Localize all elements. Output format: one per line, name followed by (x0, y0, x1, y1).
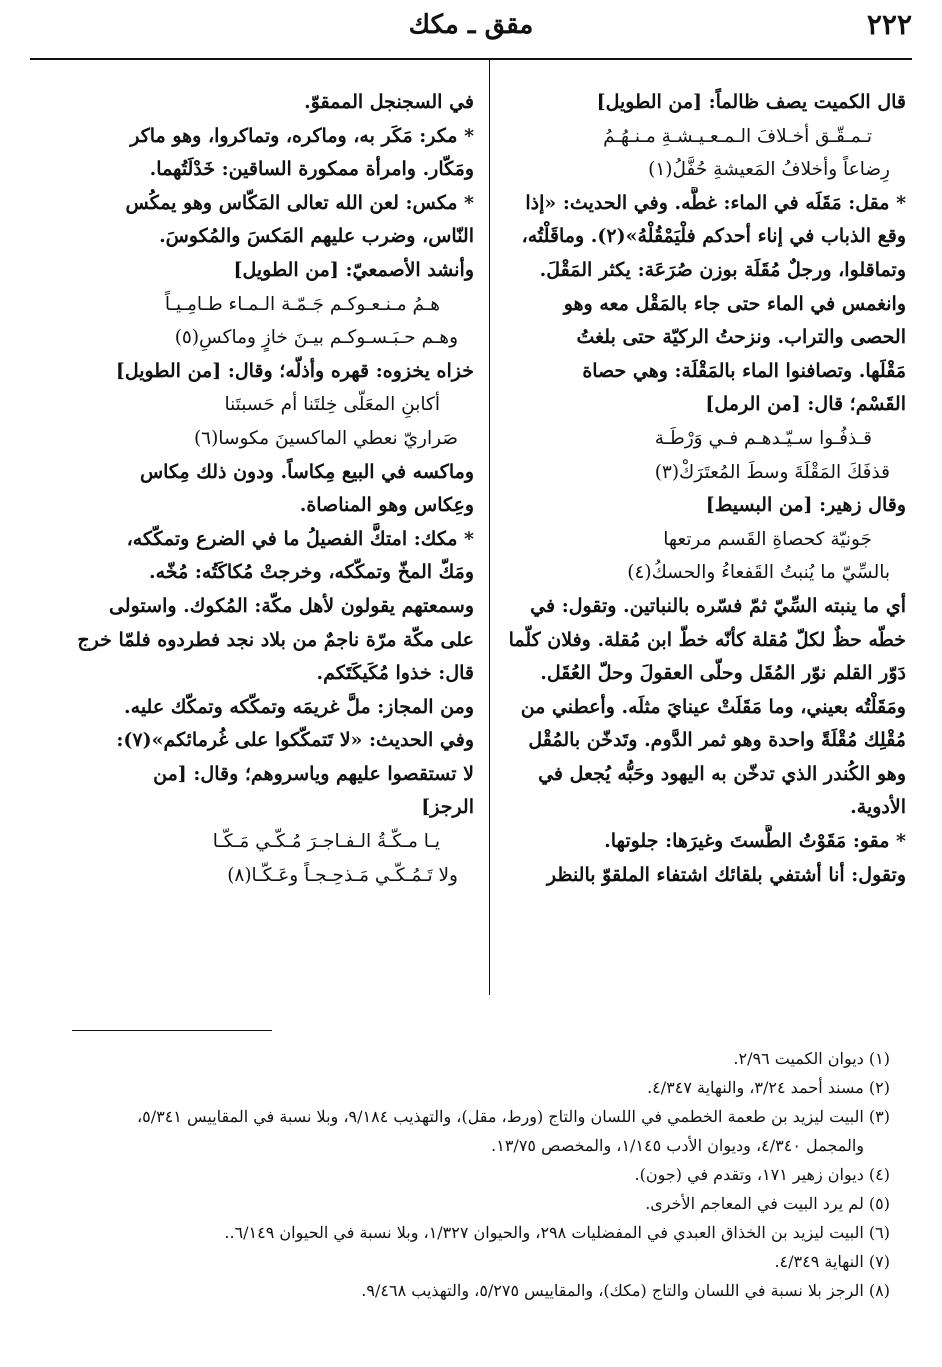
text-line: وتماقلوا، ورجلٌ مُقَلَة بوزن صُرَعَة: يكثر المَقْلَ. (539, 258, 906, 281)
footnote: والمجمل ٤/٣٤٠، وديوان الأدب ١/١٤٥، والمخصص ١٣/٧٥. (491, 1136, 864, 1155)
text-line: قال الكميت يصف ظالماً: [من الطويل] (596, 91, 906, 113)
text-line: ومَكّ المخّ وتمكّكه، وخرجتْ مُكاكَتُه: مُخّه. (149, 561, 474, 584)
text-line: وقال زهير: [من البسيط] (705, 494, 906, 517)
text-line: على مكّة مرّة ناجمٌ من بلاد نجد فطردوه فلمّا خرج (77, 628, 474, 651)
text-line: قـذفُـوا سـيّـدهـم فـي وَرْطَـة (654, 427, 872, 449)
text-line: ومن المجاز: ملَّ غريمَه وتمكّكه وتمكّك عليه. (124, 695, 474, 718)
footnote: (٨) الرجز بلا نسبة في اللسان والتاج (مكك)، والمقاييس ٥/٢٧٥، والتهذيب ٩/٤٦٨. (361, 1281, 890, 1300)
text-line: مُقْلِك مُقْلَةً واحدة وهو ثمر الدَّوم. وتَدخّن بالمُقْل (528, 729, 906, 752)
running-title: مقق ـ مكك (408, 10, 534, 40)
text-line: ومَكّار. وامرأة ممكورة الساقين: خَدْلَتُهما. (149, 158, 474, 181)
text-line: * مقو: مَقَوْتُ الطَّستَ وغيرَها: جلوتها. (604, 830, 906, 853)
text-line: صَراريّ نعطي الماكسينَ مكوسا(٦) (193, 427, 458, 449)
text-line: القَسْم؛ قال: [من الرمل] (705, 393, 906, 416)
text-line: يـا مـكّـةُ الـفـاجـرَ مُـكّـي مَـكّـا (212, 831, 440, 853)
text-line: وسمعتهم يقولون لأهل مكّة: المُكوك. واستولى (108, 594, 474, 617)
text-line: وانغمس في الماء حتى جاء بالمَقْل معه وهو (563, 292, 906, 315)
text-line: ومَقَلْتُه بعيني، وما مَقَلَتْ عينايَ مثلَه. وأعطني من (520, 695, 906, 718)
text-line: دَوّر القلم نوّر المُقَل وحلّى العقولَ وحلّ العُقَل. (540, 662, 906, 685)
text-line: * مقل: مَقَلَه في الماء: غطَّه. وفي الحديث: «إذا (525, 191, 906, 214)
text-line: في السجنجل الممقوّ. (304, 91, 474, 113)
text-line: لا تستقصوا عليهم وياسروهم؛ وقال: [من (153, 762, 474, 785)
text-line: أي ما ينبته السِّيّ ثمّ فسّره بالنباتين. وتقول: في (530, 594, 906, 617)
text-line: هـمُ مـنـعـوكـم جَـمّـة الـمـاء طـامِـيـاً (164, 293, 440, 315)
text-line: تـمـقّـق أخـلافَ الـمـعـيـشـةِ مـنـهُـمُ (603, 125, 872, 147)
footnote: (٦) البيت ليزيد بن الخذاق العبدي في المفضليات ٢٩٨، والحيوان ١/٣٢٧، وبلا نسبة في الحيوان ٦/١٤٩.. (224, 1223, 890, 1242)
text-line: قال: خذوا مُكَيكَتَكم. (316, 662, 474, 685)
text-line: وماكسه في البيع مِكاساً. ودون ذلك مِكاس (139, 460, 474, 483)
footnotes (45, 1044, 890, 1305)
left-column (52, 86, 474, 991)
page-number: ٢٢٢ (866, 8, 912, 41)
footnote: (١) ديوان الكميت ٢/٩٦. (733, 1049, 890, 1068)
footnote-rule (72, 1030, 272, 1031)
text-line: وعِكاس وهو المناصاة. (299, 494, 474, 517)
footnote: (٧) النهاية ٤/٣٤٩. (774, 1252, 890, 1271)
footnote: (٤) ديوان زهير ١٧١، وتقدم في (جون). (634, 1165, 890, 1184)
text-line: جَونيّة كحصاةِ القَسم مرتعها (663, 528, 872, 550)
right-column (486, 86, 906, 991)
text-line: الحصى والتراب. ونزحتُ الركيّة حتى بلغتُ (576, 326, 906, 349)
text-line: ولا تَـمُـكّـي مَـذحِـجـاً وعَـكّـا(٨) (227, 864, 458, 886)
text-line: أكابنِ المعَلّى خِلتَنا أم حَسبتَنا (224, 394, 440, 416)
text-line: النّاس، وضرب عليهم المَكسَ والمُكوسَ. (159, 225, 474, 248)
text-line: قذفَكَ المَقْلَةَ وسطَ المُعتَرَكْ(٣) (654, 461, 890, 483)
page-header (30, 4, 912, 54)
text-line: خزاه يخزوه: قهره وأذلّه؛ وقال: [من الطويل] (115, 359, 474, 382)
text-line: وقع الذباب في إناء أحدكم فلْيَمْقُلْهُ»(٢). وماقَلْتُه، (521, 225, 906, 248)
text-line: وأنشد الأصمعيّ: [من الطويل] (233, 258, 474, 281)
text-line: وهـم حـبَـسـوكـم بيـنَ خازٍ وماكسِ(٥) (174, 327, 458, 349)
header-rule (30, 58, 912, 60)
text-line: * مكس: لعن الله تعالى المَكّاس وهو يمكُس (125, 191, 474, 214)
text-line: وتقول: أنا أشتفي بلقائك اشتفاء الملقوّ بالنظر (546, 863, 906, 886)
footnote: (٢) مسند أحمد ٣/٢٤، والنهاية ٤/٣٤٧. (647, 1078, 890, 1097)
text-line: وهو الكُندر الذي تدخّن به اليهود وحَبُّه يُجعل في (538, 762, 906, 785)
text-line: بالسِّيّ ما يُنبتُ القَفعاءُ والحسكُ(٤) (627, 562, 890, 584)
text-line: * مكك: امتكَّ الفصيلُ ما في الضرع وتمكّكه، (126, 527, 474, 550)
text-line: خطّه حظٌ لكلّ مُقلة كأنّه خطّ ابن مُقلة. وفلان كلّما (508, 628, 906, 651)
footnote: (٥) لم يرد البيت في المعاجم الأخرى. (645, 1194, 890, 1213)
text-line: مَقْلَها. وتصافنوا الماء بالمَقْلَة: وهي حصاة (582, 359, 906, 382)
footnote: (٣) البيت ليزيد بن طعمة الخطمي في اللسان والتاج (ورط، مقل)، والتهذيب ٩/١٨٤، وبلا نسبة في المقاييس ٥/٣٤١، (136, 1107, 890, 1126)
text-line: الرجز] (421, 796, 474, 819)
text-line: الأدوية. (850, 796, 906, 819)
text-line: وفي الحديث: «لا تَتمكّكوا على غُرمائكم»(٧): (116, 729, 474, 752)
text-line: * مكر: مَكَر به، وماكره، وتماكروا، وهو ماكر (130, 124, 474, 147)
text-line: رِضاعاً وأخلافُ المَعيشةِ حُفَّلُ(١) (648, 159, 890, 181)
